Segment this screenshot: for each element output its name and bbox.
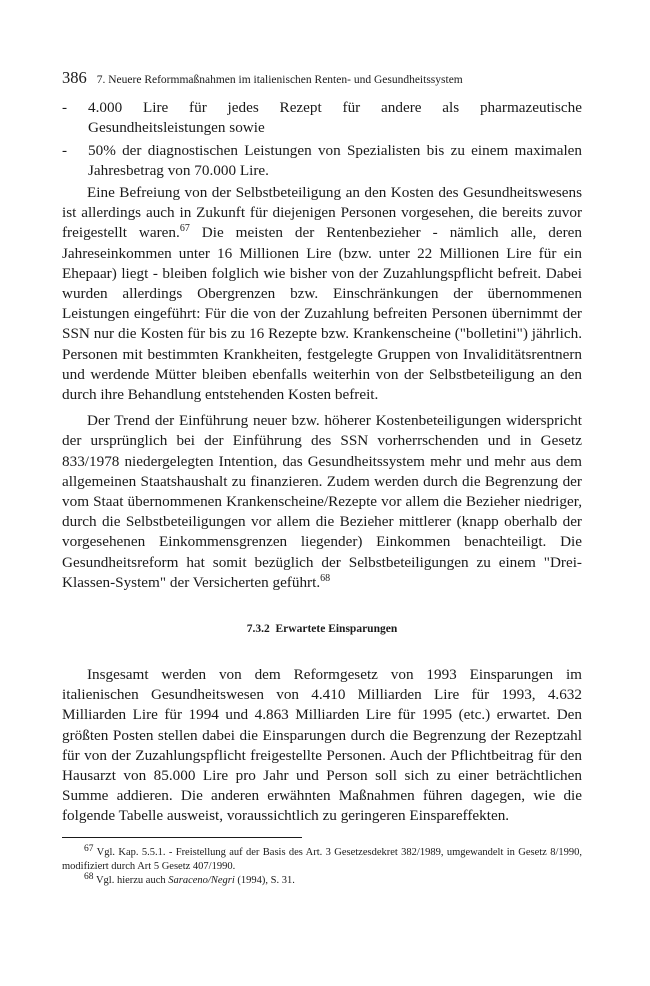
footnote [62, 871, 582, 888]
footnote-divider [62, 837, 302, 838]
document-page [62, 68, 582, 888]
body-paragraph: Insgesamt werden von dem Reformgesetz von 1993 Einsparungen im italienischen Gesundheitswesen von 4.410 Milliarden Lire für 1993, 4.632 Milliarden Lire für 1994 und 4.863 Milliarden Lire für 1995 (etc.) erwartet. Den größten Posten stellen dabei die Einsparungen durch die Begrenzung der Rezeptzahl für von der Zuzahlungspflicht freigestellte Personen. Auch der Pflichtbeitrag für den Hausarzt von 85.000 Lire pro Jahr und Person soll sich zu einer beträchtlichen Summe addieren. Die anderen erwähnten Maßnahmen führen dagegen, wie die folgende Tabelle ausweist, voraussichtlich zu geringeren Einspareffekten. [62, 666, 582, 825]
page-number: 386 [62, 68, 87, 87]
footnote-text: Vgl. Kap. 5.5.1. - Freistellung auf der Basis des Art. 3 Gesetzesdekret 382/1989, umgewandelt in Gesetz 8/1990, modifiziert durch Art 5 Gesetz 407/1990. [62, 846, 582, 872]
list-item [62, 141, 582, 181]
footnote-reference[interactable]: 67 [179, 223, 190, 235]
paragraph-text: Der Trend der Einführung neuer bzw. höherer Kostenbeteiligungen widerspricht der ursprünglich bei der Einführung des SSN vorherrschenden und in Gesetz 833/1978 niedergelegten Intention, das Gesundheitssystem mehr und mehr aus dem allgemeinen Staatshaushalt zu finanzieren. Zudem werden durch die Begrenzung der vom Staat übernommenen Krankenscheine/Rezepte vor allem die Bezieher niedriger, durch die Selbstbeteiligungen vor allem die Bezieher mittlerer (knapp oberhalb der vorgesehenen Einkommensgrenzen liegender) Einkommen benachteiligt. Die Gesundheitsreform hat somit bezüglich der Selbstbeteiligungen zu einem "Drei-Klassen-System" der Versicherten geführt. [62, 412, 582, 591]
list-item-text: 4.000 Lire für jedes Rezept für andere als pharmazeutische Gesundheitsleistungen sowie [88, 99, 582, 136]
list-marker: - [62, 142, 68, 159]
list-item-text: 50% der diagnostischen Leistungen von Spezialisten bis zu einem maximalen Jahresbetrag von 70.000 Lire. [88, 142, 582, 179]
body-paragraph [62, 183, 582, 405]
footnotes [62, 843, 582, 888]
footnote-text: (1994), S. 31. [234, 874, 295, 886]
body-paragraph [62, 411, 582, 593]
paragraph-text: Die meisten der Rentenbezieher - nämlich alle, deren Jahreseinkommen unter 16 Millionen Lire (bzw. unter 22 Millionen Lire für ein Ehepaar) liegt - bleiben folglich wie bisher von der Zuzahlungspflicht befreit. Dabei wurden allerdings Obergrenzen bzw. Einschränkungen der übernommenen Leistungen eingeführt: Für die von der Zuzahlung befreiten Personen übernimmt der SSN nur die Kosten für bis zu 16 Rezepte bzw. Krankenscheine ("bolletini") jährlich. Personen mit bestimmten Krankheiten, festgelegte Gruppen von Invaliditätsrentnern und werdende Mütter bleiben ebenfalls weiterhin von der Selbstbeteiligung an den durch ihre Behandlung entstehenden Kosten befreit. [62, 224, 582, 404]
bullet-list [62, 98, 582, 181]
running-title: 7. Neuere Reformmaßnahmen im italienischen Renten- und Gesundheitssystem [96, 74, 463, 86]
section-title-text: Erwartete Einsparungen [275, 623, 398, 636]
footnote [62, 843, 582, 874]
page-header [62, 68, 582, 86]
section-number: 7.3.2 [246, 623, 270, 636]
list-marker: - [62, 99, 68, 116]
footnote-number: 67 [84, 843, 94, 854]
footnote-reference[interactable]: 68 [320, 572, 331, 584]
section-heading [62, 623, 582, 635]
paragraph-text: Eine Befreiung von der Selbstbeteiligung an den Kosten des Gesundheitswesens ist allerdings auch in Zukunft für diejenigen Personen vorgesehen, die bereits zuvor freigestellt waren. [62, 184, 582, 242]
cited-authors: Saraceno/Negri [168, 874, 235, 886]
footnote-number: 68 [84, 871, 94, 882]
footnote-text: Vgl. hierzu auch [95, 874, 169, 886]
list-item [62, 98, 582, 138]
